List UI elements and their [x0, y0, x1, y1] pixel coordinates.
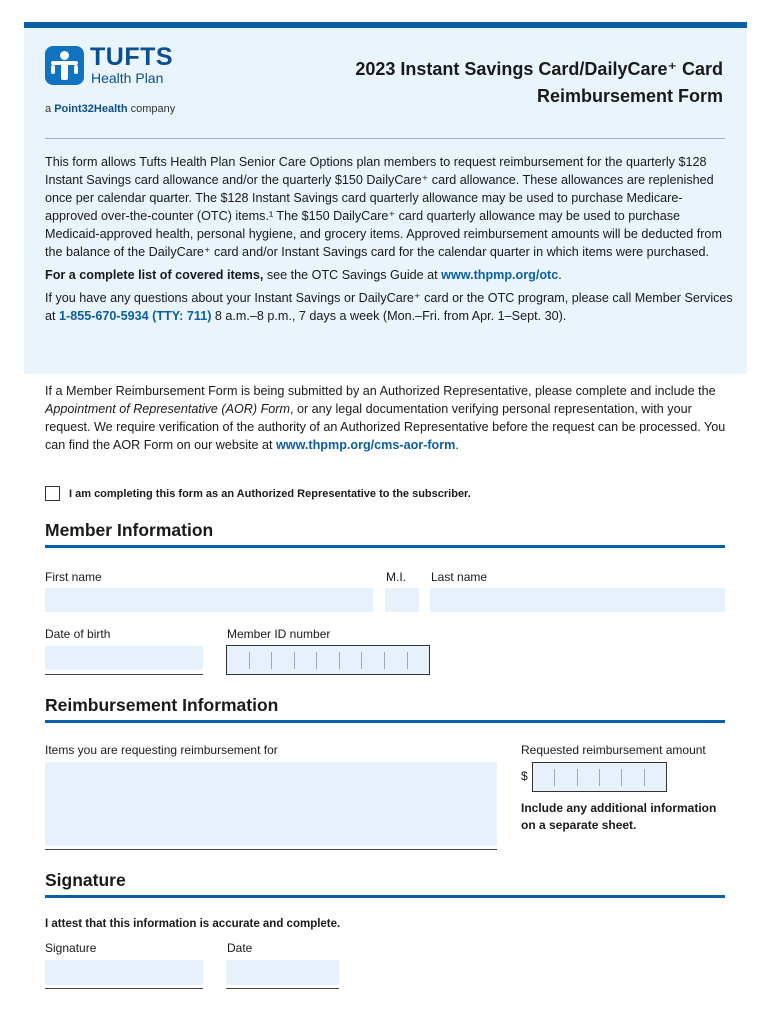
first-name-label: First name [45, 570, 102, 584]
reimbursement-rule [45, 720, 725, 723]
dob-label: Date of birth [45, 627, 111, 641]
items-underline [45, 849, 497, 850]
form-title [293, 56, 723, 110]
last-name-label: Last name [431, 570, 488, 584]
tufts-person-icon [45, 46, 84, 85]
date-label: Date [227, 941, 253, 955]
last-name-field[interactable] [430, 588, 725, 612]
authorized-rep-checkbox[interactable] [45, 486, 60, 501]
dollar-sign: $ [521, 769, 528, 783]
member-info-heading: Member Information [45, 520, 214, 540]
additional-info-note: Include any additional information on a separate sheet. [521, 801, 717, 832]
signature-field[interactable] [45, 960, 203, 985]
signature-label: Signature [45, 941, 97, 955]
tufts-logo [45, 44, 205, 124]
date-underline [226, 988, 339, 989]
form-title-line1: 2023 Instant Savings Card/DailyCare⁺ Card [355, 59, 723, 79]
mi-label: M.I. [386, 570, 406, 584]
signature-underline [45, 988, 203, 989]
member-id-label: Member ID number [227, 627, 331, 641]
member-id-field[interactable] [226, 645, 430, 675]
reimbursement-heading: Reimbursement Information [45, 695, 279, 715]
amount-label: Requested reimbursement amount [521, 743, 706, 757]
items-label: Items you are requesting reimbursement for [45, 743, 278, 757]
aor-form-link[interactable]: www.thpmp.org/cms-aor-form [276, 438, 456, 452]
intro-paragraph-2: For a complete list of covered items, see the OTC Savings Guide at www.thpmp.org/otc. [45, 268, 562, 282]
otc-guide-link[interactable]: www.thpmp.org/otc [441, 268, 559, 282]
dob-underline [45, 674, 203, 675]
amount-field[interactable] [532, 762, 667, 792]
mi-field[interactable] [385, 588, 419, 612]
attest-statement: I attest that this information is accurate and complete. [45, 918, 341, 930]
authorized-rep-label: I am completing this form as an Authorized Representative to the subscriber. [69, 487, 471, 500]
first-name-field[interactable] [45, 588, 373, 612]
form-title-line2: Reimbursement Form [536, 86, 723, 106]
member-services-phone: 1-855-670-5934 (TTY: 711) [59, 309, 212, 323]
aor-text: If a Member Reimbursement Form is being submitted by an Authorized Representative, please complete and include the Appointment of Representative (AOR) Form, or any legal documentation verifying personal representation, with your request. We require verification of the authority of an Authorized Representative before the request can be processed. You can find the AOR Form on our website at www.thpmp.org/cms-aor-form. [45, 384, 726, 452]
signature-heading: Signature [45, 870, 126, 890]
logo-subtitle: Health Plan [91, 70, 164, 86]
authorized-rep-row [45, 486, 471, 501]
date-field[interactable] [226, 960, 339, 985]
intro-paragraph-1: This form allows Tufts Health Plan Senior Care Options plan members to request reimbursement for the quarterly $128 Instant Savings card allowance and/or the quarterly $150 DailyCare⁺ card allowance. These allowances are replenished once per calendar quarter. The $128 Instant Savings card quarterly allowance may be used to purchase Medicare-approved over-the-counter (OTC) items.¹ The $150 DailyCare⁺ card quarterly allowance may be used to purchase Medicaid-approved health, personal hygiene, and grocery items. Approved reimbursement amounts will be deducted from the balance of the DailyCare⁺ card and/or Instant Savings card for the calendar quarter in which items were purchased. [45, 155, 722, 259]
intro-paragraph-3: If you have any questions about your Instant Savings or DailyCare⁺ card or the OTC program, please call Member Services at 1-855-670-5934 (TTY: 711) 8 a.m.–8 p.m., 7 days a week (Mon.–Fri. from Apr. 1–Sept. 30). [45, 291, 733, 323]
items-field[interactable] [45, 762, 497, 846]
signature-rule [45, 895, 725, 898]
logo-tagline: a Point32Health company [45, 103, 176, 115]
intro-text [45, 153, 735, 330]
member-info-rule [45, 545, 725, 548]
title-divider [45, 138, 725, 139]
dob-field[interactable] [45, 646, 203, 670]
logo-name: TUFTS [90, 43, 174, 71]
